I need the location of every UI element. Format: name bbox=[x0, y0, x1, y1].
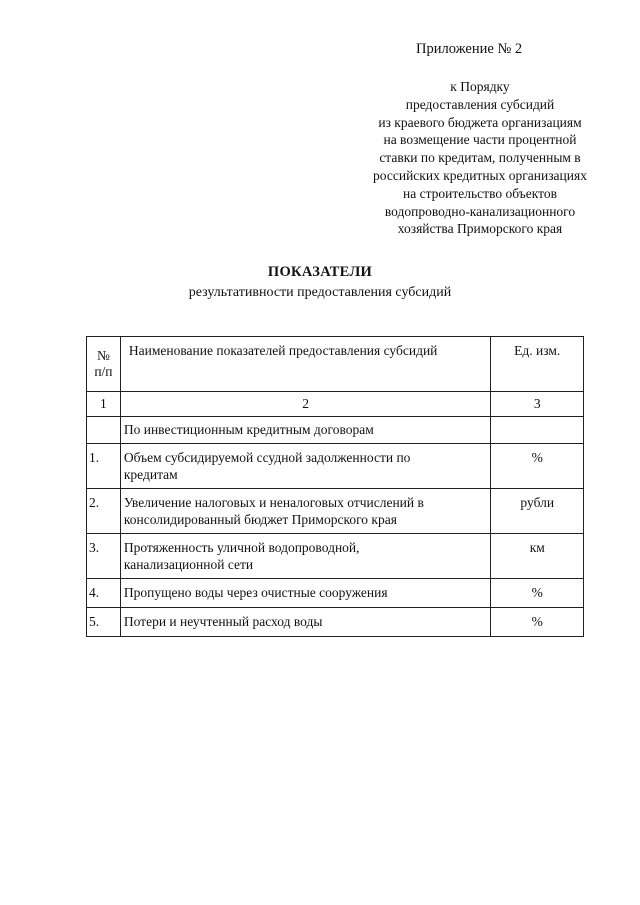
header-num-cell bbox=[87, 337, 121, 392]
row-unit: км bbox=[491, 534, 584, 579]
table-row bbox=[87, 579, 584, 608]
row-indicator-line: кредитам bbox=[123, 466, 178, 482]
row-indicator-name: Пропущено воды через очистные сооружения bbox=[120, 579, 491, 608]
section-row bbox=[87, 417, 584, 444]
row-number: 4. bbox=[87, 579, 121, 608]
row-unit: % bbox=[491, 608, 584, 637]
appendix-line: к Порядку bbox=[450, 79, 510, 94]
appendix-number: Приложение № 2 bbox=[416, 41, 523, 57]
table-row bbox=[87, 444, 584, 489]
row-indicator-line: Протяженность уличной водопроводной, bbox=[123, 540, 360, 555]
header-name-cell: Наименование показателей предоставления субсидий bbox=[120, 337, 491, 392]
empty-cell bbox=[491, 417, 584, 444]
appendix-reference bbox=[330, 78, 630, 238]
row-number: 2. bbox=[87, 489, 121, 534]
column-number-cell: 1 bbox=[87, 392, 121, 417]
row-unit: % bbox=[491, 579, 584, 608]
row-number: 5. bbox=[87, 608, 121, 637]
appendix-line: водопроводно-канализационного bbox=[384, 203, 576, 219]
row-indicator-line: Объем субсидируемой ссудной задолженности по bbox=[123, 450, 411, 465]
document-title: ПОКАЗАТЕЛИ bbox=[267, 264, 373, 280]
table-row bbox=[87, 608, 584, 637]
header-unit-cell: Ед. изм. bbox=[491, 337, 584, 392]
appendix-line: хозяйства Приморского края bbox=[397, 221, 563, 237]
table-row bbox=[87, 534, 584, 579]
appendix-line: предоставления субсидий bbox=[405, 96, 555, 112]
column-number-cell: 2 bbox=[120, 392, 491, 417]
row-indicator-line: Увеличение налоговых и неналоговых отчислений в bbox=[123, 495, 424, 510]
appendix-line: из краевого бюджета организациям bbox=[378, 114, 582, 130]
row-indicator-line: консолидированный бюджет Приморского края bbox=[123, 511, 397, 527]
appendix-line: российских кредитных организациях bbox=[373, 167, 587, 183]
header-num-symbol: № bbox=[96, 348, 110, 363]
row-indicator-name bbox=[120, 444, 491, 489]
header-num-abbrev: п/п bbox=[94, 364, 113, 379]
row-number: 3. bbox=[87, 534, 121, 579]
appendix-line: на возмещение части процентной bbox=[383, 132, 577, 148]
column-number-row bbox=[87, 392, 584, 417]
row-indicator-name bbox=[120, 489, 491, 534]
indicators-table bbox=[86, 336, 584, 637]
section-label: По инвестиционным кредитным договорам bbox=[120, 417, 491, 444]
row-unit: % bbox=[491, 444, 584, 489]
row-indicator-name bbox=[120, 534, 491, 579]
document-subtitle: результативности предоставления субсидий bbox=[188, 285, 452, 300]
table-header-row bbox=[87, 337, 584, 392]
table-row bbox=[87, 489, 584, 534]
appendix-line: на строительство объектов bbox=[403, 185, 557, 201]
column-number-cell: 3 bbox=[491, 392, 584, 417]
appendix-line: ставки по кредитам, полученным в bbox=[379, 150, 581, 166]
row-number: 1. bbox=[87, 444, 121, 489]
row-indicator-line: канализационной сети bbox=[123, 556, 254, 572]
row-unit: рубли bbox=[491, 489, 584, 534]
empty-cell bbox=[87, 417, 121, 444]
row-indicator-name: Потери и неучтенный расход воды bbox=[120, 608, 491, 637]
